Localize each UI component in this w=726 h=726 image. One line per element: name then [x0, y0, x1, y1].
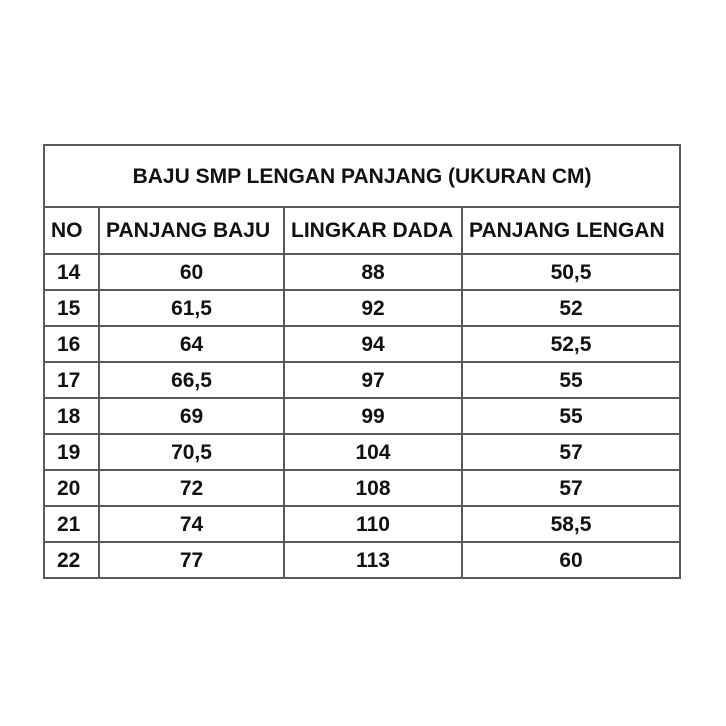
table-row — [44, 470, 680, 506]
cell-panjang-lengan: 52,5 — [462, 326, 680, 362]
table-row — [44, 398, 680, 434]
cell-panjang-baju: 74 — [99, 506, 284, 542]
table-row — [44, 362, 680, 398]
header-panjang-baju: PANJANG BAJU — [99, 207, 284, 254]
cell-panjang-lengan: 57 — [462, 470, 680, 506]
cell-panjang-baju: 64 — [99, 326, 284, 362]
size-chart-table — [43, 144, 681, 579]
cell-no: 16 — [44, 326, 99, 362]
cell-panjang-lengan: 55 — [462, 362, 680, 398]
cell-lingkar-dada: 113 — [284, 542, 462, 578]
table-row — [44, 542, 680, 578]
cell-lingkar-dada: 97 — [284, 362, 462, 398]
table-header-row — [44, 207, 680, 254]
table-row — [44, 506, 680, 542]
cell-lingkar-dada: 88 — [284, 254, 462, 290]
cell-panjang-lengan: 60 — [462, 542, 680, 578]
cell-lingkar-dada: 94 — [284, 326, 462, 362]
cell-lingkar-dada: 104 — [284, 434, 462, 470]
cell-no: 18 — [44, 398, 99, 434]
cell-no: 21 — [44, 506, 99, 542]
cell-lingkar-dada: 92 — [284, 290, 462, 326]
cell-lingkar-dada: 108 — [284, 470, 462, 506]
cell-panjang-baju: 61,5 — [99, 290, 284, 326]
cell-panjang-lengan: 55 — [462, 398, 680, 434]
table-row — [44, 326, 680, 362]
cell-lingkar-dada: 110 — [284, 506, 462, 542]
cell-no: 20 — [44, 470, 99, 506]
cell-no: 14 — [44, 254, 99, 290]
table-title: BAJU SMP LENGAN PANJANG (UKURAN CM) — [44, 145, 680, 207]
table-title-row — [44, 145, 680, 207]
header-lingkar-dada: LINGKAR DADA — [284, 207, 462, 254]
cell-panjang-lengan: 57 — [462, 434, 680, 470]
cell-panjang-baju: 72 — [99, 470, 284, 506]
cell-no: 22 — [44, 542, 99, 578]
cell-no: 19 — [44, 434, 99, 470]
cell-panjang-baju: 69 — [99, 398, 284, 434]
table-row — [44, 290, 680, 326]
cell-panjang-baju: 66,5 — [99, 362, 284, 398]
cell-lingkar-dada: 99 — [284, 398, 462, 434]
cell-no: 17 — [44, 362, 99, 398]
cell-panjang-baju: 70,5 — [99, 434, 284, 470]
table-row — [44, 254, 680, 290]
cell-panjang-lengan: 50,5 — [462, 254, 680, 290]
cell-panjang-baju: 60 — [99, 254, 284, 290]
header-panjang-lengan: PANJANG LENGAN — [462, 207, 680, 254]
table-row — [44, 434, 680, 470]
cell-panjang-lengan: 52 — [462, 290, 680, 326]
cell-no: 15 — [44, 290, 99, 326]
cell-panjang-baju: 77 — [99, 542, 284, 578]
cell-panjang-lengan: 58,5 — [462, 506, 680, 542]
header-no: NO — [44, 207, 99, 254]
